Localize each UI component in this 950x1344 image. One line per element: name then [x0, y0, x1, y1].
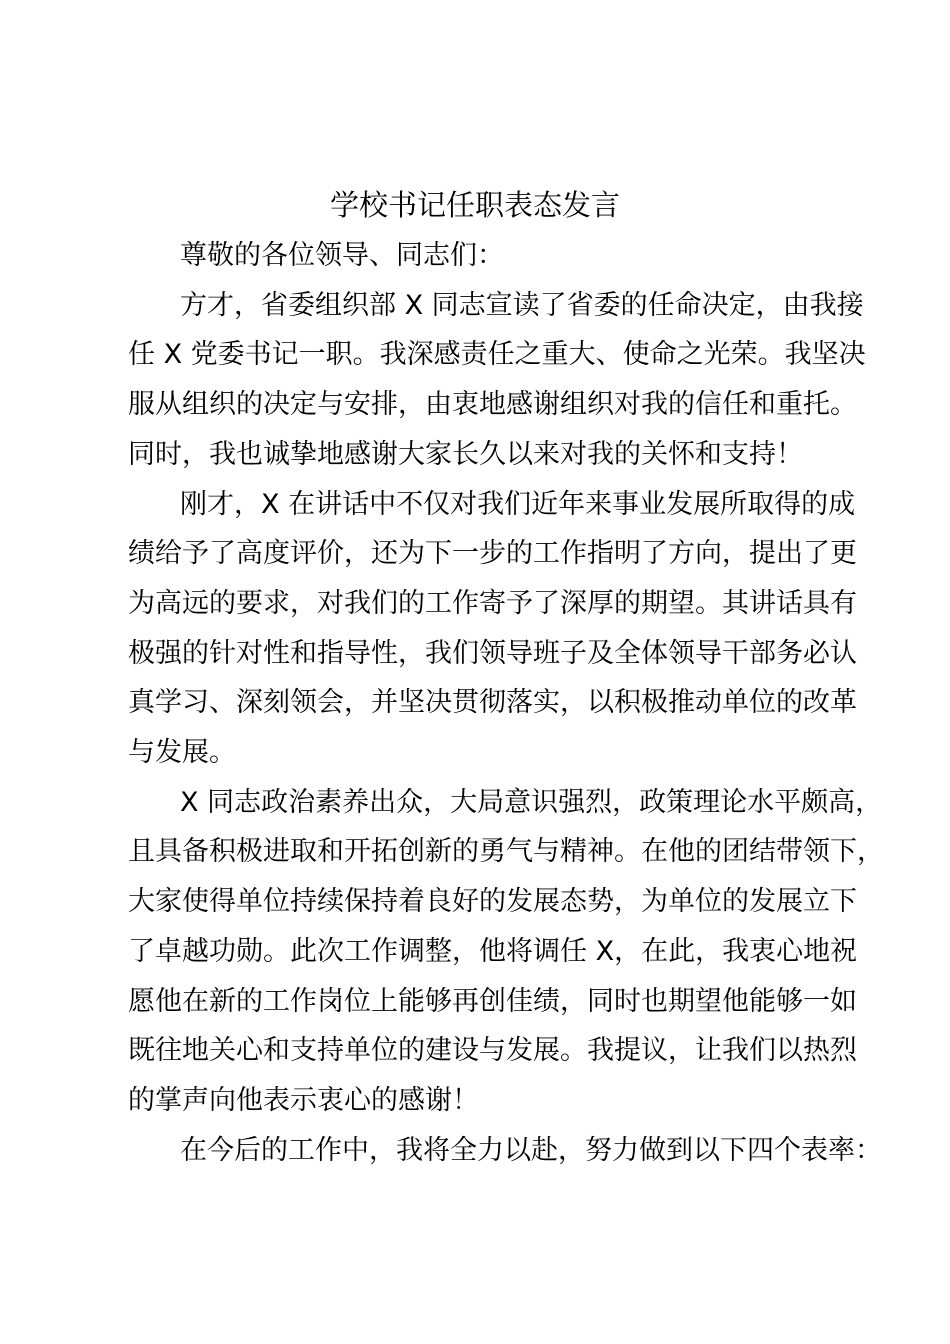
document-body — [128, 231, 884, 1175]
text-line: 同时，我也诚挚地感谢大家长久以来对我的关怀和支持！ — [128, 438, 803, 470]
text-line: X 同志政治素养出众，大局意识强烈，政策理论水平颇高， — [180, 786, 883, 818]
text-line: 的掌声向他表示衷心的感谢！ — [128, 1084, 479, 1116]
text-line: 刚才，X 在讲话中不仅对我们近年来事业发展所取得的成 — [180, 488, 856, 520]
text-line: 极强的针对性和指导性，我们领导班子及全体领导干部务必认 — [128, 637, 857, 669]
text-line: 为高远的要求，对我们的工作寄予了深厚的期望。其讲话具有 — [128, 587, 857, 619]
text-line: 任 X 党委书记一职。我深感责任之重大、使命之光荣。我坚决 — [128, 339, 866, 371]
paragraph-2 — [128, 480, 858, 778]
text-line: 与发展。 — [128, 737, 236, 769]
text-line: 在今后的工作中，我将全力以赴，努力做到以下四个表率： — [180, 1134, 882, 1166]
text-line: 绩给予了高度评价，还为下一步的工作指明了方向，提出了更 — [128, 538, 857, 570]
text-line: 既往地关心和支持单位的建设与发展。我提议，让我们以热烈 — [128, 1035, 857, 1067]
paragraph-3 — [128, 778, 884, 1126]
paragraph-4 — [128, 1126, 882, 1176]
paragraph-1 — [128, 281, 866, 480]
paragraph-greeting — [128, 231, 858, 281]
text-line: 尊敬的各位领导、同志们： — [180, 240, 504, 271]
text-line: 愿他在新的工作岗位上能够再创佳绩，同时也期望他能够一如 — [128, 985, 857, 1017]
document-title: 学校书记任职表态发言 — [329, 188, 620, 222]
text-line: 真学习、深刻领会，并坚决贯彻落实，以积极推动单位的改革 — [128, 687, 857, 719]
text-line: 方才，省委组织部 X 同志宣读了省委的任命决定，由我接 — [180, 289, 864, 321]
text-line: 且具备积极进取和开拓创新的勇气与精神。在他的团结带领下， — [128, 836, 884, 868]
text-line: 大家使得单位持续保持着良好的发展态势，为单位的发展立下 — [128, 886, 857, 918]
text-line: 服从组织的决定与安排，由衷地感谢组织对我的信任和重托。 — [128, 389, 857, 421]
text-line: 了卓越功勋。此次工作调整，他将调任 X，在此，我衷心地祝 — [128, 935, 858, 967]
